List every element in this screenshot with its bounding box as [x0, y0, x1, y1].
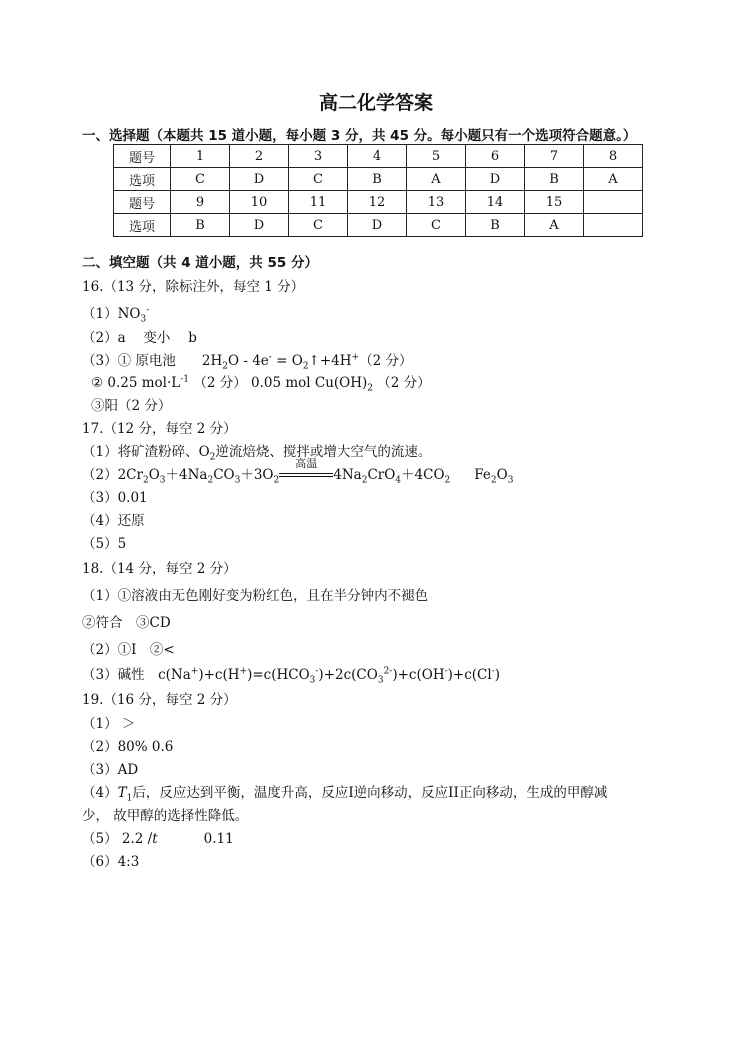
answer-table-cell: D [348, 214, 407, 237]
q19-answer-2: （2）80% 0.6 [82, 739, 174, 755]
answer-table [113, 144, 643, 237]
q19-answer-1: （1） ＞ [82, 716, 136, 732]
answer-table-cell: 8 [584, 145, 643, 168]
q18-heading: 18.（14 分，每空 2 分） [82, 561, 237, 577]
q19-answer-3: （3）AD [82, 762, 139, 778]
answer-table-cell: C [407, 214, 466, 237]
answer-table-cell: 6 [466, 145, 525, 168]
q17-answer-5: （5）5 [82, 536, 127, 552]
answer-table-cell: D [230, 214, 289, 237]
q17-answer-3: （3）0.01 [82, 490, 148, 506]
q18-answer-1: （1）①溶液由无色刚好变为粉红色，且在半分钟内不褪色 [82, 588, 429, 604]
answer-table-row-label: 题号 [114, 191, 171, 214]
answer-table-cell: 7 [525, 145, 584, 168]
reaction-condition-arrow: 高温 [279, 467, 333, 479]
q16-answer-3-2: ② 0.25 $mol\cdot L^{-1}$ （2 分） 0.05 mol $Cu(OH)_2$ （2 分） [91, 374, 431, 394]
section2-heading: 二、填空题（共 4 道小题，共 55 分） [82, 255, 318, 271]
answer-table-cell: 12 [348, 191, 407, 214]
q18-answer-3: （3）碱性 $c(Na^+)+c(H^+)=c(HCO_3^-)+2c(CO_3^{2-})+c(OH^-)+c(Cl^-)$ [82, 666, 501, 686]
q19-answer-4-cont: 少， 故甲醇的选择性降低。 [82, 808, 249, 824]
q19-answer-5: （5） 2.2 /t 0.11 [82, 831, 234, 847]
answer-table-cell: B [525, 168, 584, 191]
answer-table-row [114, 145, 643, 168]
q18-answer-1b: ②符合 ③CD [82, 615, 171, 631]
answer-table-row-label: 选项 [114, 168, 171, 191]
answer-table-cell: C [171, 168, 230, 191]
q16-answer-3-3: ③阳（2 分） [91, 398, 172, 414]
answer-table-cell: 11 [289, 191, 348, 214]
q17-answer-2: $(2)2Cr_2O_3+4Na_2CO_3+3O_2$ 高温 $4Na_2CrO_4+4CO_2$ $Fe_2O_3$ [82, 457, 514, 486]
answer-table-cell: C [289, 214, 348, 237]
answer-table-row [114, 191, 643, 214]
q18-answer-2: （2）①I ②< [82, 642, 175, 658]
q19-heading: 19.（16 分，每空 2 分） [82, 692, 237, 708]
answer-table-cell [584, 214, 643, 237]
answer-table-cell: 4 [348, 145, 407, 168]
answer-table-cell: 14 [466, 191, 525, 214]
answer-table-cell: 10 [230, 191, 289, 214]
answer-table-cell: 9 [171, 191, 230, 214]
q19-answer-6: （6）4:3 [82, 854, 140, 870]
q19-answer-4: $(4)T_1$后，反应达到平衡，温度升高，反应I逆向移动，反应II正向移动，生成的甲醇减 [82, 785, 608, 804]
q17-answer-1: （1）将矿渣粉碎、$O_2$逆流焙烧、搅拌或增大空气的流速。 [82, 444, 432, 463]
q16-answer-2: （2）a 变小 b [82, 330, 197, 346]
q16-heading: 16.（13 分，除标注外，每空 1 分） [82, 279, 305, 295]
answer-table-cell: A [584, 168, 643, 191]
answer-table-cell: D [466, 168, 525, 191]
answer-table-cell: B [348, 168, 407, 191]
q16-answer-3: （3）① 原电池 $2H_2O - 4e^-$ = $O_2↑+4H^+(2$ 分） [82, 352, 413, 372]
answer-table-cell [584, 191, 643, 214]
answer-table-cell: D [230, 168, 289, 191]
answer-table-row [114, 214, 643, 237]
q16-answer-1: $(1)NO_3^-$ [82, 305, 150, 325]
answer-table-row-label: 题号 [114, 145, 171, 168]
answer-table-row [114, 168, 643, 191]
answer-table-cell: 1 [171, 145, 230, 168]
answer-table-cell: 2 [230, 145, 289, 168]
answer-table-cell: 13 [407, 191, 466, 214]
answer-table-cell: B [171, 214, 230, 237]
answer-table-cell: A [407, 168, 466, 191]
answer-table-cell: C [289, 168, 348, 191]
answer-table-row-label: 选项 [114, 214, 171, 237]
q17-heading: 17.（12 分，每空 2 分） [82, 421, 237, 437]
answer-table-cell: 15 [525, 191, 584, 214]
answer-table-cell: 3 [289, 145, 348, 168]
answer-table-cell: A [525, 214, 584, 237]
answer-table-cell: 5 [407, 145, 466, 168]
section1-heading: 一、选择题（本题共 15 道小题，每小题 3 分，共 45 分。每小题只有一个选项符合题意。） [82, 128, 637, 144]
q17-answer-4: （4）还原 [82, 513, 145, 529]
answer-table-cell: B [466, 214, 525, 237]
page-title: 高二化学答案 [318, 92, 433, 114]
